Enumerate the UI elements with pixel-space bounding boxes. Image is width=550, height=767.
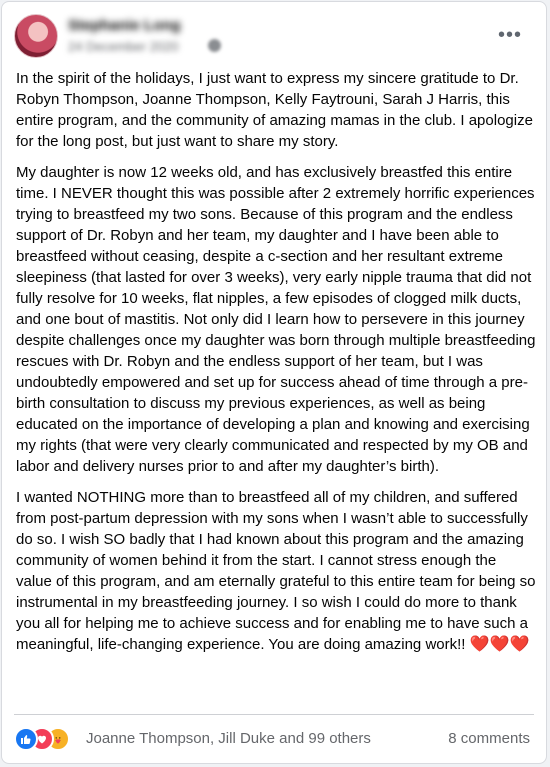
post-paragraph xyxy=(16,487,536,655)
post-date[interactable]: 24 December 2020 xyxy=(68,39,179,54)
reactions-names[interactable]: Joanne Thompson, Jill Duke and 99 others xyxy=(86,730,371,747)
post-paragraph: My daughter is now 12 weeks old, and has exclusively breastfed this entire time. I NEVER thought this was possible after 2 extremely horrific experiences trying to breastfeed my two sons. Because of this program and the endless support of Dr. Robyn and her team, my daughter and I have been able to breastfeed without ceasing, despite a c-section and her resultant extreme sleepiness (that lasted for over 3 weeks), very early nipple trauma that did not fully resolve for 10 weeks, flat nipples, a few episodes of clogged milk ducts, and one bout of mastitis. Not only did I learn how to persevere in this journey despite challenges once my daughter was born through multiple breastfeeding rescues with Dr. Robyn and the endless support of her team, but I was undoubtedly empowered and set up for success ahead of time through a pre-birth consultation to discuss my previous experiences, as well as being educated on the importance of developing a plan and knowing and exercising my rights (that were very clearly communicated and respected by my OB and labor and delivery nurses prior to and after my daughter’s birth). xyxy=(16,164,536,475)
post-footer xyxy=(14,722,534,754)
hearts-emoji: ❤️❤️❤️ xyxy=(469,636,530,653)
reactions-summary[interactable] xyxy=(14,727,82,749)
like-icon xyxy=(14,727,38,751)
post-header xyxy=(14,14,534,60)
comments-count[interactable]: 8 comments xyxy=(448,730,530,747)
post-body xyxy=(16,68,536,665)
post-paragraph-text: I wanted NOTHING more than to breastfeed all of my children, and suffered from post-partum depression with my sons when I wasn’t able to successfully do so. I wish SO badly that I had known about this program and the amazing community of women behind it from the start. I cannot stress enough the value of this program, and am eternally grateful to this entire team for being so instrumental in my breastfeeding journey. I so wish I could do more to thank you all for helping me to achieve success and for enabling me to have such a meaningful, life-changing experience. You are doing amazing work!! xyxy=(16,489,536,653)
divider xyxy=(14,714,534,715)
avatar[interactable] xyxy=(14,14,58,58)
author-name[interactable]: Stephanie Long xyxy=(68,17,181,34)
post-paragraph: In the spirit of the holidays, I just want to express my sincere gratitude to Dr. Robyn Thompson, Joanne Thompson, Kelly Faytrouni, Sarah J Harris, this entire program, and the community of amazing mamas in the club. I apologize for the long post, but just want to share my story. xyxy=(16,70,533,150)
post-card xyxy=(1,1,547,764)
globe-icon xyxy=(208,39,221,52)
more-options-icon[interactable]: ••• xyxy=(497,24,522,46)
